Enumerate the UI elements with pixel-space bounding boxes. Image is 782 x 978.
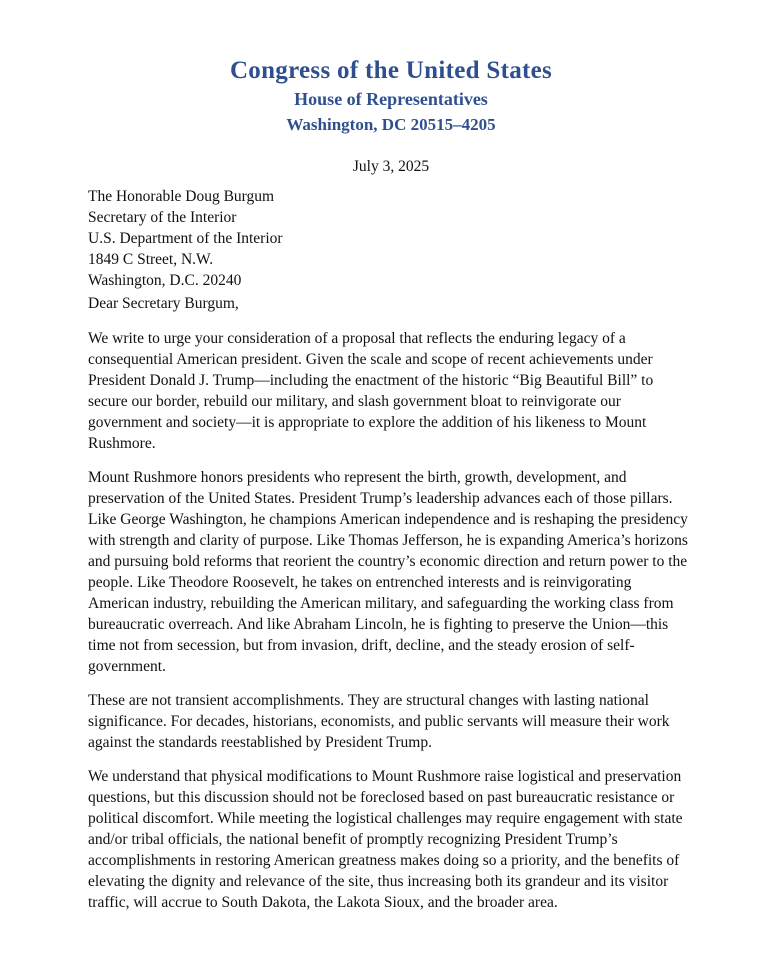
letterhead — [0, 56, 782, 138]
body-line: elevating the dignity and relevance of the site, thus increasing both its grandeur and its visitor — [88, 873, 669, 890]
body-line: time not from secession, but from invasion, drift, decline, and the steady erosion of self- — [88, 637, 635, 654]
body-line: government and society—it is appropriate to explore the addition of his likeness to Mount — [88, 414, 647, 431]
body-line: American industry, rebuilding the American military, and safeguarding the working class from — [88, 595, 674, 612]
letterhead-congress: Congress of the United States — [229, 57, 553, 84]
paragraph — [88, 690, 708, 753]
body-line: bureaucratic overreach. And like Abraham Lincoln, he is fighting to preserve the Union—this — [88, 616, 669, 633]
salutation: Dear Secretary Burgum, — [88, 295, 239, 312]
letterhead-house: House of Representatives — [294, 89, 488, 109]
address-line: Washington, D.C. 20240 — [88, 272, 242, 289]
address-line: 1849 C Street, N.W. — [88, 251, 214, 268]
letterhead-address: Washington, DC 20515–4205 — [286, 115, 496, 134]
body-line: secure our border, rebuild our military, and slash government bloat to reinvigorate our — [88, 393, 621, 410]
body-line: political discomfort. While meeting the logistical challenges may require engagement with state — [88, 810, 683, 827]
body-line: President Donald J. Trump—including the enactment of the historic “Big Beautiful Bill” to — [88, 372, 654, 389]
address-line: The Honorable Doug Burgum — [88, 188, 275, 205]
body-line: government. — [88, 658, 166, 675]
body-line: traffic, will accrue to South Dakota, the Lakota Sioux, and the broader area. — [88, 894, 558, 911]
body-line: questions, but this discussion should not be foreclosed based on past bureaucratic resistance or — [88, 789, 675, 806]
body-line: significance. For decades, historians, economists, and public servants will measure their work — [88, 713, 670, 730]
body-line: with strength and clarity of purpose. Like Thomas Jefferson, he is expanding America’s horizons — [88, 532, 688, 549]
address-line: U.S. Department of the Interior — [88, 230, 283, 247]
body-line: Like George Washington, he champions American independence and is reshaping the presidency — [88, 511, 688, 528]
paragraph — [88, 467, 708, 677]
recipient-address — [88, 186, 283, 291]
body-line: accomplishments in restoring American greatness makes doing so a priority, and the benefits of — [88, 852, 680, 869]
letter-date: July 3, 2025 — [352, 158, 430, 175]
body-line: and pursuing bold reforms that reorient the country’s economic direction and return power to the — [88, 553, 688, 570]
body-line: We write to urge your consideration of a proposal that reflects the enduring legacy of a — [88, 330, 626, 347]
address-line: Secretary of the Interior — [88, 209, 237, 226]
body-line: preservation of the United States. President Trump’s leadership advances each of those pillars. — [88, 490, 673, 507]
letter-body — [88, 328, 708, 926]
body-line: against the standards reestablished by President Trump. — [88, 734, 432, 751]
body-line: and/or tribal officials, the national benefit of promptly recognizing President Trump’s — [88, 831, 618, 848]
body-line: Mount Rushmore honors presidents who represent the birth, growth, development, and — [88, 469, 627, 486]
body-line: consequential American president. Given the scale and scope of recent achievements under — [88, 351, 653, 368]
paragraph — [88, 766, 708, 913]
body-line: people. Like Theodore Roosevelt, he takes on entrenched interests and is reinvigorating — [88, 574, 632, 591]
body-line: Rushmore. — [88, 435, 156, 452]
body-line: We understand that physical modifications to Mount Rushmore raise logistical and preservation — [88, 768, 682, 785]
paragraph — [88, 328, 708, 454]
body-line: These are not transient accomplishments. They are structural changes with lasting national — [88, 692, 649, 709]
